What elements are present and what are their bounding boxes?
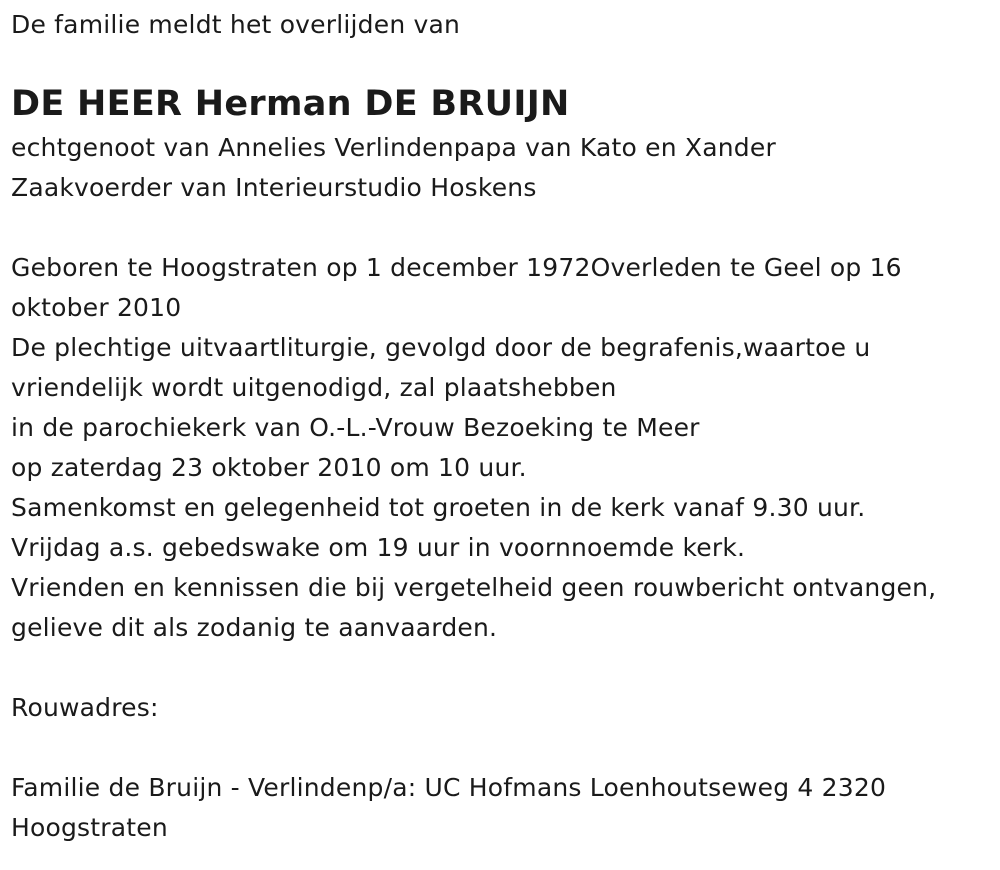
relation-line: echtgenoot van Annelies Verlindenpapa van Kato en Xander (11, 133, 776, 162)
detail-line: Geboren te Hoogstraten op 1 december 1972Overleden te Geel op 16 (11, 253, 902, 282)
spacer (11, 728, 990, 768)
deceased-name: DE HEER Herman DE BRUIJN (11, 84, 570, 124)
address-block (11, 768, 990, 848)
details-block (11, 248, 990, 648)
spacer (11, 648, 990, 688)
relation-line: Zaakvoerder van Interieurstudio Hoskens (11, 173, 537, 202)
detail-line: Vrienden en kennissen die bij vergetelheid geen rouwbericht ontvangen, (11, 573, 937, 602)
detail-line: Vrijdag a.s. gebedswake om 19 uur in voornnoemde kerk. (11, 533, 746, 562)
detail-line: Samenkomst en gelegenheid tot groeten in de kerk vanaf 9.30 uur. (11, 493, 866, 522)
address-line: Hoogstraten (11, 813, 168, 842)
spacer (11, 208, 990, 248)
detail-line: op zaterdag 23 oktober 2010 om 10 uur. (11, 453, 527, 482)
mourning-address-label: Rouwadres: (11, 693, 159, 722)
detail-line: in de parochiekerk van O.-L.-Vrouw Bezoeking te Meer (11, 413, 700, 442)
detail-line: De plechtige uitvaartliturgie, gevolgd door de begrafenis,waartoe u (11, 333, 871, 362)
intro-text: De familie meldt het overlijden van (11, 10, 461, 39)
relations-block (11, 128, 990, 208)
address-line: Familie de Bruijn - Verlindenp/a: UC Hofmans Loenhoutseweg 4 2320 (11, 773, 887, 802)
detail-line: gelieve dit als zodanig te aanvaarden. (11, 613, 498, 642)
detail-line: oktober 2010 (11, 293, 182, 322)
detail-line: vriendelijk wordt uitgenodigd, zal plaatshebben (11, 373, 617, 402)
